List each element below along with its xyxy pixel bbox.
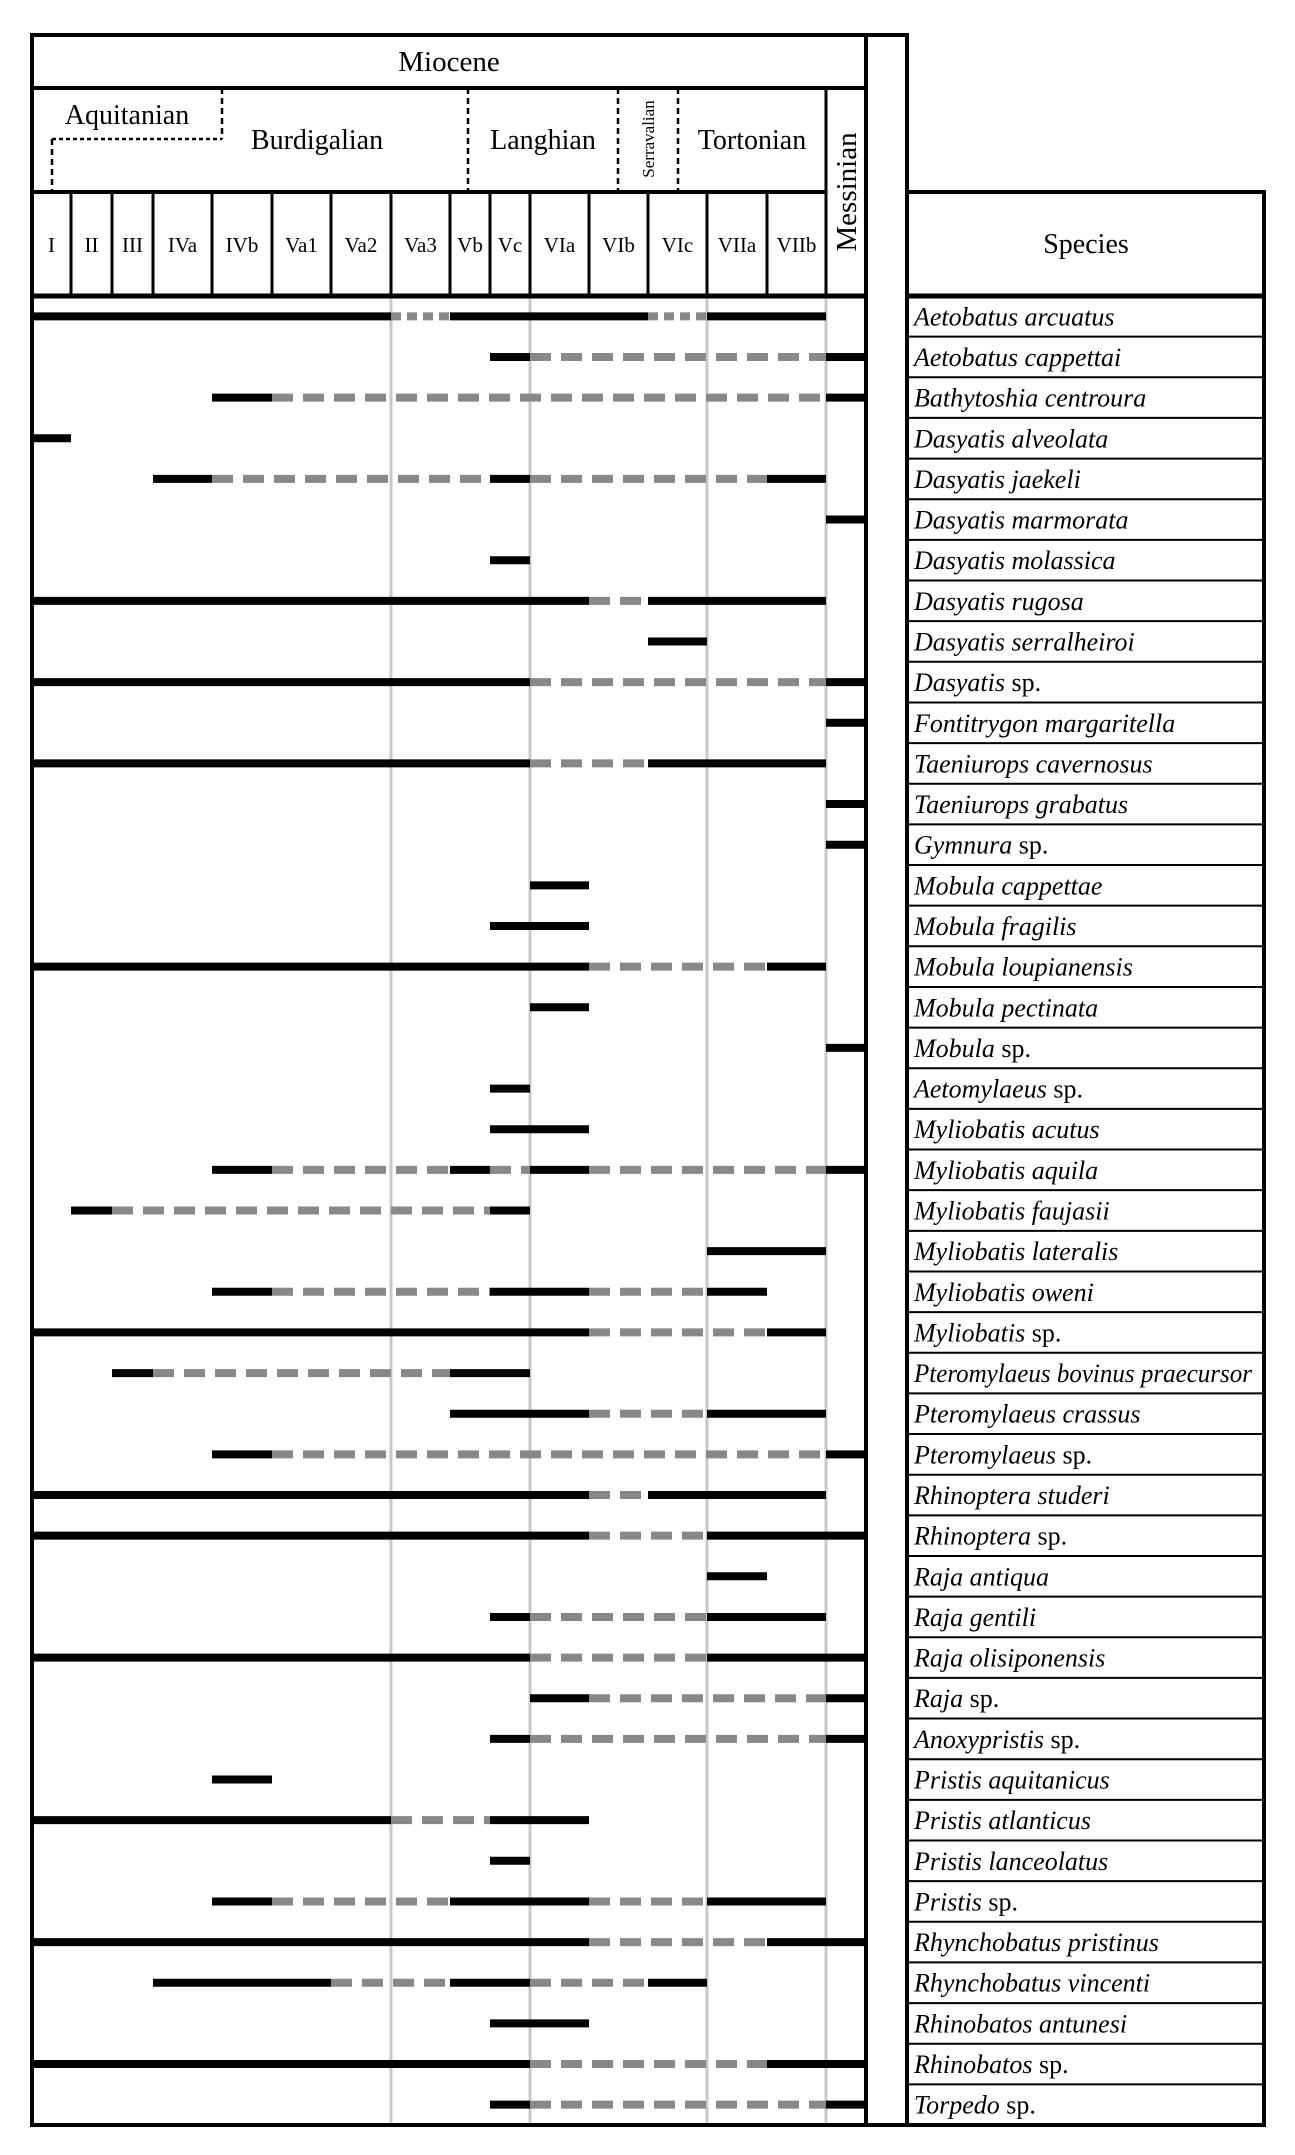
- zone-label-vc: Vc: [497, 233, 523, 257]
- species-name: [912, 302, 1115, 331]
- species-binomial-italic: Rhinoptera studeri: [914, 1481, 1110, 1511]
- species-name: [913, 1887, 1018, 1916]
- species-name: [913, 1684, 999, 1713]
- species-binomial-italic: Myliobatis acutus: [914, 1115, 1100, 1145]
- species-name: [913, 1766, 1110, 1795]
- species-binomial-italic: Gymnura: [914, 830, 1013, 860]
- species-name: [913, 1847, 1108, 1876]
- species-binomial-italic: Myliobatis faujasii: [914, 1196, 1110, 1226]
- epoch-label-miocene: Miocene: [398, 46, 500, 78]
- stage-label-aquitanian: Aquitanian: [64, 100, 190, 131]
- outer-frame: [32, 35, 907, 2125]
- species-name: [913, 1359, 1253, 1388]
- species-binomial-italic: Raja olisiponensis: [914, 1643, 1106, 1673]
- species-binomial-italic: Mobula cappettae: [914, 871, 1103, 901]
- species-binomial-italic: Myliobatis: [914, 1318, 1026, 1348]
- species-qualifier: sp.: [1031, 1521, 1068, 1551]
- species-name: [913, 1969, 1150, 1998]
- species-binomial-italic: Myliobatis lateralis: [914, 1237, 1119, 1267]
- species-qualifier: sp.: [1046, 1074, 1083, 1104]
- species-binomial-italic: Myliobatis aquila: [914, 1155, 1099, 1185]
- species-qualifier: sp.: [1032, 2050, 1069, 2080]
- species-binomial-italic: Rhinobatos: [914, 2050, 1033, 2080]
- species-name: [913, 424, 1108, 453]
- species-binomial-italic: Aetobatus cappettai: [914, 342, 1122, 372]
- species-binomial-italic: Rhynchobatus pristinus: [914, 1928, 1159, 1958]
- species-name: [913, 1278, 1094, 1307]
- species-name: [913, 871, 1102, 900]
- species-name: [914, 790, 1128, 819]
- zone-label-ii: II: [84, 233, 99, 257]
- species-binomial-italic: Pristis atlanticus: [914, 1806, 1091, 1836]
- species-binomial-italic: Dasyatis jaekeli: [914, 464, 1081, 494]
- species-name: [913, 1237, 1118, 1266]
- species-binomial-italic: Raja: [914, 1684, 964, 1714]
- species-binomial-italic: Aetobatus arcuatus: [914, 302, 1115, 332]
- species-binomial-italic: Bathytoshia centroura: [914, 383, 1147, 413]
- stage-label-burdigalian: Burdigalian: [250, 125, 384, 156]
- species-name: [913, 1400, 1141, 1429]
- species-name: [913, 1034, 1031, 1063]
- species-name: [913, 1806, 1091, 1835]
- species-binomial-italic: Pristis lanceolatus: [914, 1846, 1109, 1876]
- species-name: [913, 1603, 1036, 1632]
- species-qualifier: sp.: [999, 2090, 1036, 2120]
- species-name: [913, 709, 1175, 738]
- zone-label-viib: VIIb: [776, 233, 817, 257]
- species-binomial-italic: Pristis aquitanicus: [914, 1765, 1110, 1795]
- species-binomial-italic: Raja antiqua: [914, 1562, 1050, 1592]
- species-binomial-italic: Mobula pectinata: [914, 993, 1099, 1023]
- zone-label-via: VIa: [543, 233, 576, 257]
- species-name: [913, 1644, 1105, 1673]
- species-name: [914, 384, 1146, 413]
- species-binomial-italic: Dasyatis molassica: [914, 546, 1116, 576]
- stage-label-messinian: Messinian: [831, 132, 863, 252]
- species-name: [913, 2050, 1069, 2079]
- species-binomial-italic: Raja gentili: [914, 1602, 1037, 1632]
- species-name: [913, 465, 1081, 494]
- species-name: [912, 1075, 1083, 1104]
- species-name: [912, 343, 1121, 372]
- species-binomial-italic: Aetomylaeus: [914, 1074, 1047, 1104]
- species-qualifier: sp.: [1044, 1724, 1081, 1754]
- species-binomial-italic: Myliobatis oweni: [914, 1277, 1094, 1307]
- zone-label-va2: Va2: [344, 233, 378, 257]
- species-binomial-italic: Dasyatis serralheiroi: [914, 627, 1135, 657]
- zone-labels: [48, 233, 816, 257]
- species-name: [913, 1318, 1061, 1347]
- species-name: [913, 2009, 1127, 2038]
- species-name: [913, 627, 1135, 656]
- species-binomial-italic: Rhynchobatus vincenti: [914, 1968, 1151, 1998]
- species-qualifier: sp.: [1025, 1318, 1062, 1348]
- zone-label-va1: Va1: [285, 233, 318, 257]
- species-name: [914, 749, 1153, 778]
- species-binomial-italic: Fontitrygon margaritella: [914, 708, 1176, 738]
- zone-label-iii: III: [122, 233, 143, 257]
- species-qualifier: sp.: [963, 1684, 1000, 1714]
- chart-frame: [32, 35, 907, 2125]
- species-binomial-italic: Dasyatis: [914, 668, 1005, 698]
- species-list: [907, 192, 1264, 2125]
- species-binomial-italic: Pteromylaeus: [914, 1440, 1056, 1470]
- species-name: [913, 1197, 1110, 1226]
- zone-label-vb: Vb: [457, 233, 483, 257]
- species-qualifier: sp.: [981, 1887, 1019, 1917]
- species-name: [913, 1440, 1092, 1469]
- species-name: [914, 831, 1048, 860]
- species-name: [913, 1522, 1067, 1551]
- zone-label-iva: IVa: [167, 233, 198, 257]
- species-qualifier: sp.: [1056, 1440, 1093, 1470]
- zone-label-vib: VIb: [602, 233, 635, 257]
- species-name: [913, 1115, 1100, 1144]
- species-binomial-italic: Pteromylaeus bovinus praecursor: [913, 1359, 1253, 1389]
- species-binomial-italic: Mobula loupianensis: [914, 952, 1133, 982]
- zone-label-i: I: [48, 233, 55, 257]
- species-binomial-italic: Dasyatis alveolata: [914, 424, 1109, 454]
- species-binomial-italic: Dasyatis marmorata: [914, 505, 1129, 535]
- species-name: [913, 546, 1116, 575]
- species-binomial-italic: Anoxypristis: [914, 1724, 1044, 1754]
- stage-label-serravalian: Serravalian: [639, 100, 658, 178]
- species-qualifier: sp.: [1012, 830, 1049, 860]
- species-binomial-italic: Rhinobatos antunesi: [914, 2009, 1128, 2039]
- species-name: [913, 506, 1129, 535]
- species-binomial-italic: Rhinoptera: [914, 1521, 1031, 1551]
- species-name: [913, 993, 1098, 1022]
- species-name: [912, 1725, 1080, 1754]
- zone-label-va3: Va3: [404, 233, 437, 257]
- zone-label-ivb: IVb: [225, 233, 259, 257]
- species-header: Species: [1043, 229, 1129, 260]
- species-name: [913, 1481, 1110, 1510]
- species-name: [914, 2091, 1036, 2120]
- species-binomial-italic: Taeniurops grabatus: [914, 790, 1129, 820]
- species-binomial-italic: Torpedo: [914, 2090, 1000, 2120]
- species-binomial-italic: Pristis: [914, 1887, 982, 1917]
- range-bars: [32, 316, 866, 2104]
- species-name: [913, 587, 1084, 616]
- species-binomial-italic: Dasyatis rugosa: [914, 586, 1084, 616]
- species-name: [913, 1562, 1049, 1591]
- species-name: [913, 953, 1133, 982]
- zone-label-viia: VIIa: [717, 233, 757, 257]
- species-binomial-italic: Mobula: [914, 1033, 995, 1063]
- species-name: [913, 1156, 1098, 1185]
- species-name: [913, 912, 1077, 941]
- species-name: [913, 668, 1041, 697]
- species-qualifier: sp.: [994, 1033, 1032, 1063]
- species-name: [913, 1928, 1159, 1957]
- species-qualifier: sp.: [1005, 668, 1042, 698]
- zone-label-vic: VIc: [661, 233, 694, 257]
- species-binomial-italic: Taeniurops cavernosus: [914, 749, 1153, 779]
- chart-header: [65, 46, 1129, 260]
- species-binomial-italic: Pteromylaeus crassus: [914, 1399, 1141, 1429]
- species-binomial-italic: Mobula fragilis: [914, 911, 1077, 941]
- stage-label-tortonian: Tortonian: [697, 125, 807, 156]
- stage-label-langhian: Langhian: [490, 125, 596, 156]
